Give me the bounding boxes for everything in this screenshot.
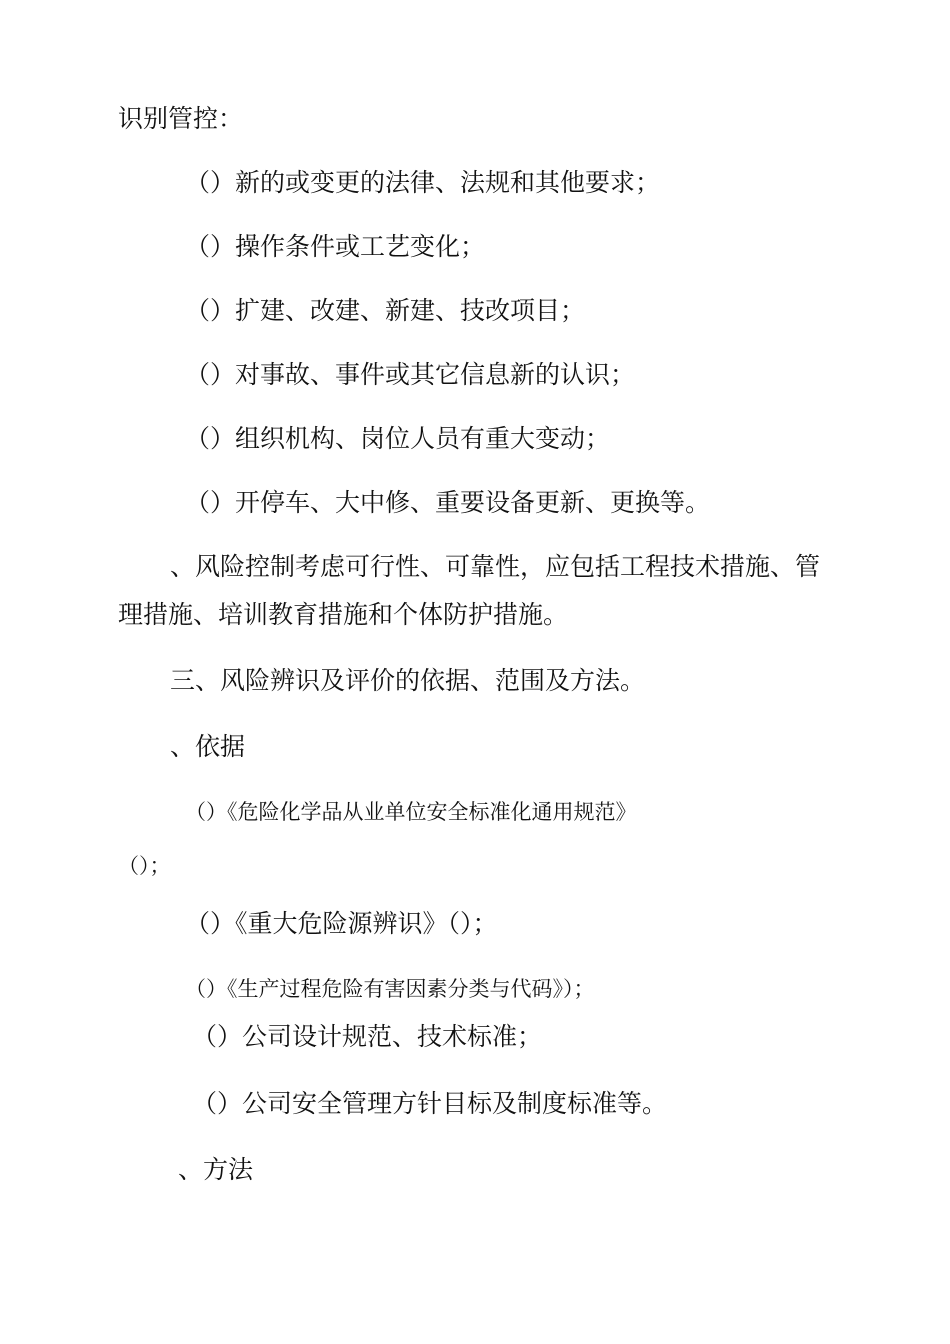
section-heading: 三、风险辨识及评价的依据、范围及方法。 xyxy=(170,666,646,695)
list-item: （）组织机构、岗位人员有重大变动； xyxy=(185,424,611,453)
list-item: （）操作条件或工艺变化； xyxy=(185,232,486,261)
list-item: （）新的或变更的法律、法规和其他要求； xyxy=(185,168,661,197)
list-item: （）公司设计规范、技术标准； xyxy=(192,1022,543,1051)
list-item: （）对事故、事件或其它信息新的认识； xyxy=(185,360,636,389)
list-item: （）公司安全管理方针目标及制度标准等。 xyxy=(192,1089,668,1118)
list-item: （）扩建、改建、新建、技改项目； xyxy=(185,296,586,325)
subsection-heading: 、依据 xyxy=(170,732,246,761)
paragraph-line: 理措施、培训教育措施和个体防护措施。 xyxy=(118,600,569,629)
list-item: （）《重大危险源辨识》（）； xyxy=(185,909,498,938)
list-item: （）开停车、大中修、重要设备更新、更换等。 xyxy=(185,488,711,517)
intro-line: 识别管控： xyxy=(118,104,244,133)
paragraph-line: 、风险控制考虑可行性、可靠性，应包括工程技术措施、管 xyxy=(170,552,821,581)
list-item: （）《危险化学品从业单位安全标准化通用规范》 xyxy=(185,800,637,824)
list-item: （）《生产过程危险有害因素分类与代码》）； xyxy=(185,977,595,1001)
subsection-heading: 、方法 xyxy=(178,1155,254,1184)
list-item-continuation: （）； xyxy=(118,854,171,878)
